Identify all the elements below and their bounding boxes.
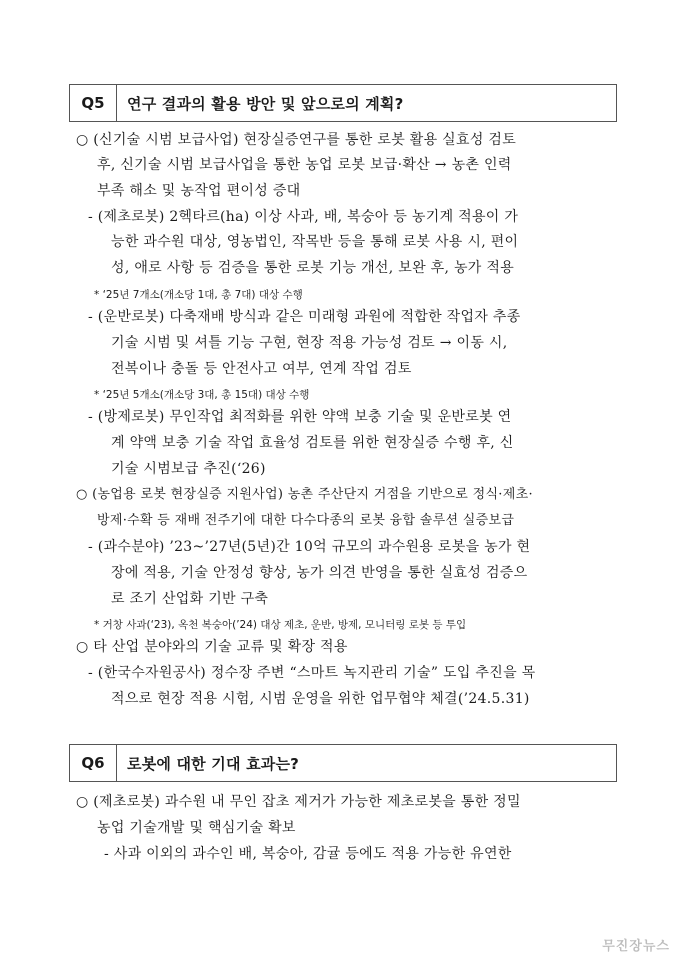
q5-line-3: 부족 해소 및 농작업 편이성 증대 <box>97 183 301 199</box>
q6-header <box>69 744 617 782</box>
q5-title: 연구 결과의 활용 방안 및 앞으로의 계획? <box>127 94 404 113</box>
q5-line-2: 후, 신기술 시범 보급사업을 통한 농업 로봇 보급·확산 → 농촌 인력 <box>97 157 512 173</box>
q6-line-1: ○ (제초로봇) 과수원 내 무인 잡초 제거가 가능한 제초로봇을 통한 정밀 <box>76 794 521 810</box>
q5-line-17: 로 조기 산업화 기반 구축 <box>111 591 269 607</box>
q6-line-2: 농업 기술개발 및 핵심기술 확보 <box>97 820 296 836</box>
q5-line-4: - (제초로봇) 2헥타르(ha) 이상 사과, 배, 복숭아 등 농기계 적용이 가 <box>88 209 519 225</box>
q5-line-16: 장에 적용, 기술 안정성 향상, 농가 의견 반영을 통한 실효성 검증으 <box>111 565 528 581</box>
q6-number: Q6 <box>70 745 117 781</box>
q5-line-8: 기술 시범 및 셔틀 기능 구현, 현장 적용 가능성 검토 → 이동 시, <box>111 335 508 351</box>
q6-line-3: - 사과 이외의 과수인 배, 복숭아, 감귤 등에도 적용 가능한 유연한 <box>104 846 512 862</box>
q5-line-9: 전복이나 충돌 등 안전사고 여부, 연계 작업 검토 <box>111 361 412 377</box>
q5-line-11: 계 약액 보충 기술 작업 효율성 검토를 위한 현장실증 수행 후, 신 <box>111 435 514 451</box>
q6-title: 로봇에 대한 기대 효과는? <box>127 754 300 773</box>
q5-line-6: 성, 애로 사항 등 검증을 통한 로봇 기능 개선, 보완 후, 농가 적용 <box>111 260 515 276</box>
q5-note-2: * ‘25년 5개소(개소당 3대, 총 15대) 대상 수행 <box>94 389 310 401</box>
q5-line-14: 방제·수확 등 재배 전주기에 대한 다수다종의 로봇 융합 솔루션 실증보급 <box>97 513 515 528</box>
q5-line-1: ○ (신기술 시범 보급사업) 현장실증연구를 통한 로봇 활용 실효성 검토 <box>76 132 517 148</box>
q5-line-18: ○ 타 산업 분야와의 기술 교류 및 확장 적용 <box>76 639 348 655</box>
q5-line-20: 적으로 현장 적용 시험, 시범 운영을 위한 업무협약 체결(’24.5.31) <box>111 691 530 707</box>
q5-note-3: * 거창 사과(‘23), 옥천 복숭아(’24) 대상 제초, 운반, 방제, 모니터링 로봇 등 투입 <box>94 619 467 631</box>
q5-line-5: 능한 과수원 대상, 영농법인, 작목반 등을 통해 로봇 사용 시, 편이 <box>111 234 519 250</box>
q5-line-7: - (운반로봇) 다축재배 방식과 같은 미래형 과원에 적합한 작업자 추종 <box>88 309 521 325</box>
q5-line-10: - (방제로봇) 무인작업 최적화를 위한 약액 보충 기술 및 운반로봇 연 <box>88 409 512 425</box>
q5-note-1: * ‘25년 7개소(개소당 1대, 총 7대) 대상 수행 <box>94 289 303 301</box>
q5-line-12: 기술 시범보급 추진(‘26) <box>111 461 266 477</box>
q5-line-19: - (한국수자원공사) 정수장 주변 “스마트 녹지관리 기술” 도입 추진을 목 <box>88 665 536 681</box>
watermark-logo: 무진장뉴스 <box>602 939 670 954</box>
q5-line-13: ○ (농업용 로봇 현장실증 지원사업) 농촌 주산단지 거점을 기반으로 정식·제초· <box>76 487 533 502</box>
q5-header <box>69 84 617 122</box>
q5-number: Q5 <box>70 85 117 121</box>
q5-line-15: - (과수분야) ’23~’27년(5년)간 10억 규모의 과수원용 로봇을 농가 현 <box>88 539 531 555</box>
